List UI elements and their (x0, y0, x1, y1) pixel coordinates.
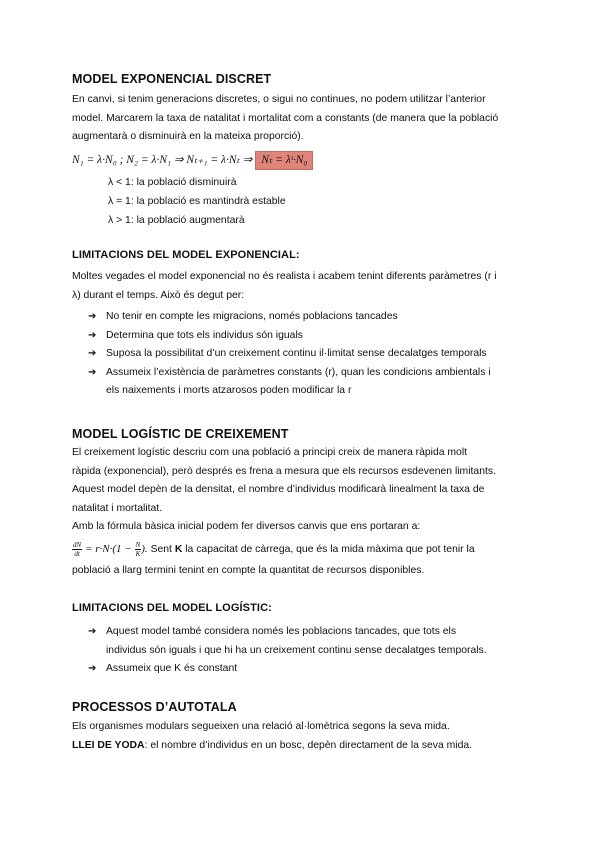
list-item (72, 364, 528, 401)
list-item (72, 345, 528, 364)
text-line: població a llarg termini tenint en compte la quantitat de recursos disponibles. (72, 564, 425, 576)
arrow-bullet-icon: ➔ (88, 663, 97, 675)
formula-end: ). (141, 542, 148, 555)
list-item-text: Aquest model també considera només les poblacions tancades, que tots els (106, 626, 457, 637)
formula-text: N₁ = λ·N₀ ; N₂ = λ·N₁ ⇒ Nₜ₊₁ = λ·Nₜ ⇒ (72, 154, 253, 166)
paragraph-exponential-limitations (72, 268, 528, 305)
text-line: Amb la fórmula bàsica inicial podem fer diversos canvis que ens portaran a: (72, 521, 421, 533)
text-line: Els organismes modulars segueixen una relació al·lomètrica segons la seva mida. (72, 721, 450, 732)
arrow-bullet-icon: ➔ (88, 366, 97, 378)
list-item (72, 308, 528, 327)
text-line: En canvi, si tenim generacions discretes, o sigui no continues, no podem utilitzar l’anterior (72, 94, 486, 105)
section-title-exponential-limitations: LIMITACIONS DEL MODEL EXPONENCIAL: (72, 249, 300, 261)
list-item-text: Assumeix l’existència de paràmetres constants (r), quan les condicions ambientals i (106, 366, 491, 378)
bold-term: K (174, 543, 183, 555)
list-item-text: individus són iguals i que hi ha un creixement continu sense decalatges temporals. (106, 644, 487, 656)
fraction-numerator: dN (73, 540, 82, 549)
text-line: augmentarà o disminuirà en la mateixa proporció). (72, 131, 304, 143)
lambda-case: λ < 1: la població disminuirà (108, 177, 237, 188)
text-line: model. Marcarem la taxa de natalitat i mortalitat com a constants (de manera que la població (72, 112, 499, 124)
text-line: ràpida (exponencial), però després es frena a mesura que els recursos esdevenen limitants. (72, 465, 496, 477)
fraction-numerator: N (135, 540, 141, 549)
section-title-autotala: PROCESSOS D’AUTOTALA (72, 700, 237, 714)
text-fragment: Sent (147, 543, 175, 555)
list-item-text: Suposa la possibilitat d’un creixement continu il·limitat sense decalatges temporals (106, 348, 487, 360)
arrow-bullet-icon: ➔ (88, 311, 97, 322)
list-item-text: Determina que tots els individus són iguals (106, 329, 303, 341)
lambda-case: λ = 1: la població es mantindrà estable (108, 196, 286, 207)
section-title-exponential-discrete: MODEL EXPONENCIAL DISCRET (72, 72, 272, 86)
text-line: Moltes vegades el model exponencial no és realista i acabem tenint diferents paràmetres (r i (72, 271, 497, 282)
discrete-growth-formula (72, 152, 313, 174)
paragraph-exponential-discrete (72, 91, 528, 147)
fraction-denominator: dt (74, 549, 80, 558)
text-fragment: : el nombre d’individus en un bosc, depèn directament de la seva mida. (144, 739, 473, 751)
text-line: natalitat i mortalitat. (72, 502, 163, 514)
text-line: Aquest model depèn de la densitat, el nombre d’individus modificarà linealment la taxa de (72, 484, 485, 496)
fraction-denominator: K (135, 549, 141, 558)
list-item-text: Assumeix que K és constant (106, 663, 238, 675)
paragraph-autotala (72, 718, 528, 755)
arrow-bullet-icon: ➔ (88, 626, 97, 637)
paragraph-logistic-growth (72, 444, 528, 581)
lambda-case: λ > 1: la població augmentarà (108, 215, 245, 226)
formula-middle: = r·N·(1 − (85, 542, 132, 555)
arrow-bullet-icon: ➔ (88, 329, 97, 341)
list-item-text: els naixements i morts atzarosos poden modificar la r (106, 385, 352, 397)
text-fragment: la capacitat de càrrega, que és la mida màxima que pot tenir la (182, 543, 475, 555)
list-item (72, 623, 528, 660)
section-title-logistic-growth: MODEL LOGÍSTIC DE CREIXEMENT (72, 427, 289, 441)
derivative-fraction (72, 541, 82, 558)
text-line: λ) durant el temps. Això és degut per: (72, 289, 245, 301)
logistic-formula-line (72, 537, 528, 562)
section-title-logistic-limitations: LIMITACIONS DEL MODEL LOGÍSTIC: (72, 602, 272, 614)
bold-term: LLEI DE YODA (72, 739, 145, 751)
text-line: El creixement logístic descriu com una població a principi creix de manera ràpida molt (72, 447, 468, 458)
exponential-limitations-list (72, 308, 528, 401)
list-item (72, 660, 528, 679)
list-item-text: No tenir en compte les migracions, només poblacions tancades (106, 311, 398, 322)
formula-highlight: Nₜ = λᵗ·N₀ (255, 151, 313, 170)
arrow-bullet-icon: ➔ (88, 348, 97, 360)
list-item (72, 327, 528, 346)
text-line (72, 737, 528, 756)
logistic-limitations-list (72, 623, 528, 679)
